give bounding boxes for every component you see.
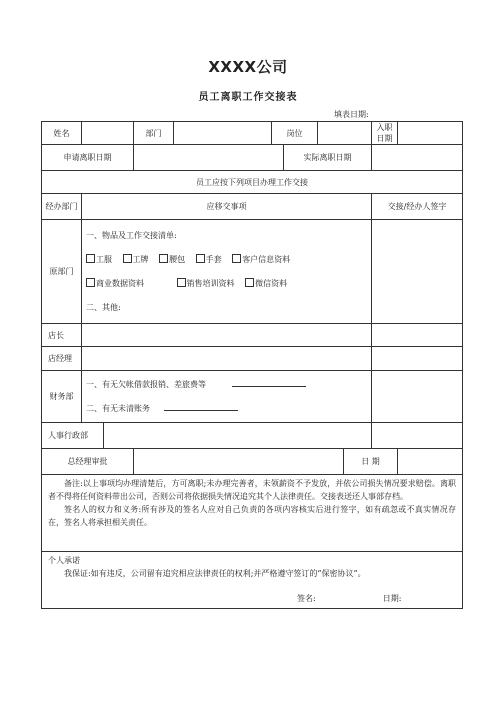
- checkbox-wechat[interactable]: 微信资料: [245, 272, 287, 296]
- hr-row: [42, 423, 463, 449]
- hire-date-label: 入职日期: [372, 122, 398, 145]
- checkbox-square-icon: [123, 254, 132, 263]
- section-header: 员工应按下列项目办理工作交接: [42, 171, 463, 194]
- finance-item-1: [86, 373, 369, 397]
- hire-date-value-cell[interactable]: [398, 122, 463, 145]
- promise-cell: [42, 552, 463, 609]
- apply-date-label: 申请离职日期: [42, 145, 134, 171]
- actual-date-label: 实际离职日期: [284, 145, 372, 171]
- hr-sign-cell[interactable]: [372, 423, 463, 449]
- checkbox-row-1: [86, 248, 369, 272]
- dept-value-cell[interactable]: [174, 122, 272, 145]
- original-dept-sign-cell[interactable]: [372, 220, 463, 324]
- store-manager-items-cell[interactable]: [82, 324, 372, 347]
- position-value-cell[interactable]: [318, 122, 372, 145]
- checkbox-square-icon: [232, 254, 241, 263]
- finance-item-2-text: 二、有无未清账务: [86, 403, 150, 413]
- form-title: 员工离职工作交接表: [198, 92, 298, 103]
- signer-header: 交接/经办人签字: [372, 194, 463, 220]
- finance-items: [82, 371, 372, 423]
- position-label: 岗位: [272, 122, 318, 145]
- leave-date-row: [42, 145, 463, 171]
- company-name: XXXX公司: [208, 58, 288, 76]
- remarks-para-2: 签名人的权力和义务:所有涉及的签名人应对自己负责的各项内容核实后进行签字，如有疏忽或不真实情况存在，签名人将承担相关责任。: [48, 505, 456, 527]
- checkbox-row-2: [86, 272, 369, 296]
- checkbox-waist-bag[interactable]: 腰包: [159, 248, 185, 272]
- promise-sign-row: [48, 592, 456, 605]
- checkbox-uniform[interactable]: 工服: [86, 248, 112, 272]
- checkbox-square-icon: [159, 254, 168, 263]
- handler-dept-header: 经办部门: [42, 194, 82, 220]
- checkbox-sales-training[interactable]: 销售培训资料: [177, 272, 235, 296]
- store-manager-label: 店长: [42, 324, 82, 347]
- finance-item-2-blank[interactable]: [164, 404, 238, 411]
- dept-label: 部门: [134, 122, 174, 145]
- checkbox-business-data[interactable]: 商业数据资料: [86, 272, 144, 296]
- remarks-row: [42, 475, 463, 552]
- original-dept-label: 原部门: [42, 220, 82, 324]
- store-director-label: 店经理: [42, 347, 82, 371]
- remarks-para-1: 备注:以上事项均办理清楚后，方可离职;未办理完善者，未领薪资不予发放，并依公司损失情况要求赔偿。离职者不得将任何资料带出公司，否则公司将依据损失情况追究其个人法律责任。交接表送还人事部存档。: [48, 479, 456, 501]
- gm-date-label: 日 期: [344, 449, 398, 475]
- store-director-row: [42, 347, 463, 371]
- gm-date-value-cell[interactable]: [398, 449, 463, 475]
- finance-item-2: [86, 397, 369, 421]
- promise-sign-label: 签名:: [296, 594, 316, 603]
- checkbox-gloves[interactable]: 手套: [196, 248, 222, 272]
- store-director-sign-cell[interactable]: [372, 347, 463, 371]
- finance-row: [42, 371, 463, 423]
- basic-info-row: [42, 122, 463, 145]
- section-header-row: [42, 171, 463, 194]
- hr-items-cell[interactable]: [104, 423, 372, 449]
- promise-date-label: 日期:: [382, 594, 402, 603]
- promise-row: [42, 552, 463, 609]
- finance-label: 财务部: [42, 371, 82, 423]
- finance-sign-cell[interactable]: [372, 371, 463, 423]
- hr-label: 人事行政部: [42, 423, 104, 449]
- checkbox-badge[interactable]: 工牌: [123, 248, 149, 272]
- actual-date-value-cell[interactable]: [372, 145, 463, 171]
- checkbox-square-icon: [245, 278, 254, 287]
- checkbox-customer-info[interactable]: 客户信息资料: [232, 248, 290, 272]
- store-manager-sign-cell[interactable]: [372, 324, 463, 347]
- promise-text: 我保证:如有违反，公司留有追究相应法律责任的权利;并严格遵守签订的“保密协议”。: [64, 569, 366, 578]
- item1-title: 一、物品及工作交接清单:: [86, 230, 177, 240]
- finance-item-1-blank[interactable]: [232, 380, 306, 387]
- checkbox-square-icon: [177, 278, 186, 287]
- fill-date-label: 填表日期:: [334, 110, 369, 119]
- column-header-row: [42, 194, 463, 220]
- name-value-cell[interactable]: [82, 122, 134, 145]
- original-dept-items: [82, 220, 372, 324]
- apply-date-value-cell[interactable]: [134, 145, 284, 171]
- checkbox-square-icon: [196, 254, 205, 263]
- gm-approval-label: 总经理审批: [42, 449, 134, 475]
- handover-table: [41, 121, 463, 609]
- name-label: 姓名: [42, 122, 82, 145]
- checkbox-square-icon: [86, 254, 95, 263]
- finance-item-1-text: 一、有无欠帐借款报销、差旅费等: [86, 379, 206, 389]
- gm-approval-value-cell[interactable]: [134, 449, 344, 475]
- item2-title: 二、其他:: [86, 302, 121, 312]
- items-header: 应移交事项: [82, 194, 372, 220]
- store-manager-row: [42, 324, 463, 347]
- promise-title: 个人承诺: [48, 556, 80, 565]
- checkbox-square-icon: [86, 278, 95, 287]
- gm-approval-row: [42, 449, 463, 475]
- remarks-cell: [42, 475, 463, 552]
- store-director-items-cell[interactable]: [82, 347, 372, 371]
- original-dept-row: [42, 220, 463, 324]
